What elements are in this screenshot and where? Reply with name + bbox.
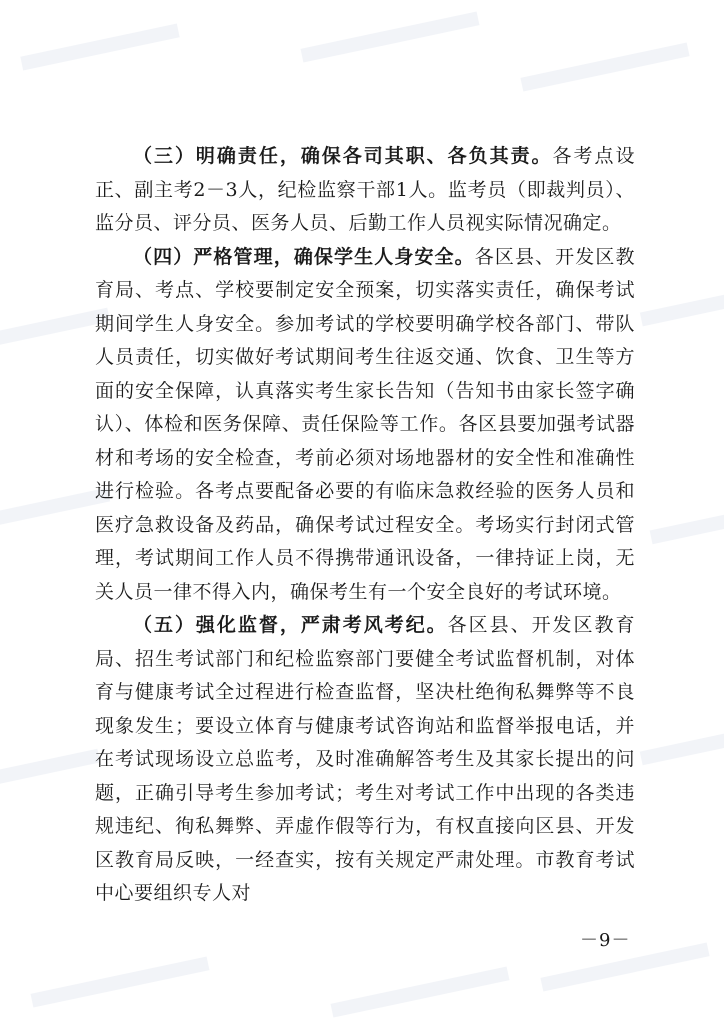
paragraph-section-4 — [95, 241, 635, 610]
paragraph-section-5 — [95, 609, 635, 911]
page-number: －9－ — [580, 930, 631, 951]
paragraph-heading: （三）明确责任，确保各司其职、各负其责。 — [133, 145, 553, 167]
document-body — [95, 140, 635, 911]
paragraph-section-3 — [95, 140, 635, 241]
paragraph-text: 各考点设正、副主考2－3人，纪检监察干部1人。监考员（即裁判员）、监分员、评分员、医务人员、后勤工作人员视实际情况确定。 — [95, 145, 635, 234]
paragraph-heading: （四）严格管理，确保学生人身安全。 — [133, 245, 475, 268]
paragraph-heading: （五）强化监督，严肃考风考纪。 — [133, 614, 448, 636]
paragraph-text: 各区县、开发区教育局、招生考试部门和纪检监察部门要健全考试监督机制，对体育与健康考试全过程进行检查监督，坚决杜绝徇私舞弊等不良现象发生；要设立体育与健康考试咨询站和监督举报电话，并在考试现场设立总监考，及时准确解答考生及其家长提出的问题，正确引导考生参加考试；考生对考试工作中出现的各类违规违纪、徇私舞弊、弄虚作假等行为，有权直接向区县、开发区教育局反映，一经查实，按有关规定严肃处理。市教育考试中心要组织专人对 — [95, 614, 635, 904]
paragraph-text: 各区县、开发区教育局、考点、学校要制定安全预案，切实落实责任，确保考试期间学生人身安全。参加考试的学校要明确学校各部门、带队人员责任，切实做好考试期间考生往返交通、饮食、卫生等方面的安全保障，认真落实考生家长告知（告知书由家长签字确认）、体检和医务保障、责任保险等工作。各区县要加强考试器材和考场的安全检查，考前必须对场地器材的安全性和准确性进行检验。各考点要配备必要的有临床急救经验的医务人员和医疗急救设备及药品，确保考试过程安全。考场实行封闭式管理，考试期间工作人员不得携带通讯设备，一律持证上岗，无关人员一律不得入内，确保考生有一个安全良好的考试环境。 — [95, 245, 635, 603]
